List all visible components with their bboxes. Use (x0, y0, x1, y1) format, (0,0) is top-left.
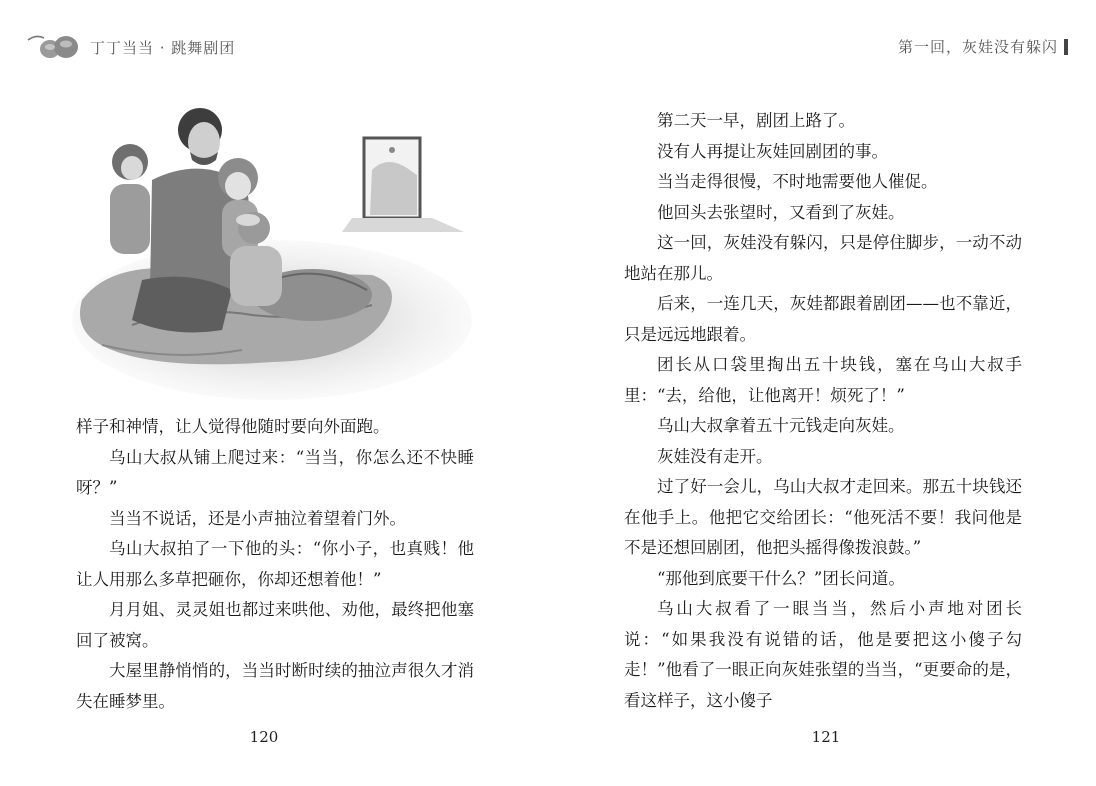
paragraph: 灰娃没有走开。 (657, 446, 773, 466)
right-page (548, 0, 1096, 786)
paragraph: 大屋里静悄悄的，当当时断时续的抽泣声很久才消失在睡梦里。 (76, 661, 474, 711)
paragraph: 第二天一早，剧团上路了。 (657, 111, 855, 130)
paragraph: “那他到底要干什么？”团长问道。 (657, 568, 905, 588)
illustration-family-on-bed (72, 100, 492, 406)
paragraph: 样子和神情，让人觉得他随时要向外面跑。 (76, 417, 390, 436)
paragraph: 乌山大叔拿着五十元钱走向灰娃。 (657, 416, 905, 435)
paragraph: 他回头去张望时，又看到了灰娃。 (657, 202, 905, 222)
paragraph: 这一回，灰娃没有躲闪，只是停住脚步，一动不动地站在那儿。 (624, 233, 1022, 283)
paragraph: 当当走得很慢，不时地需要他人催促。 (657, 172, 938, 191)
book-series-title: 丁丁当当 · 跳舞剧团 (90, 38, 236, 57)
paragraph: 乌山大叔看了一眼当当，然后小声地对团长说：“如果我没有说错的话，他是要把这小傻子勾走！”他看了一眼正向灰娃张望的当当，“更要命的是，看这样子，这小傻子 (624, 599, 1022, 710)
page-number-right: 121 (811, 728, 841, 746)
paragraph: 后来，一连几天，灰娃都跟着剧团——也不靠近，只是远远地跟着。 (624, 294, 1022, 344)
left-page-body (76, 412, 474, 717)
paragraph: 乌山大叔拍了一下他的头：“你小子，也真贱！他让人用那么多草把砸你，你却还想着他！” (76, 539, 474, 589)
paragraph: 团长从口袋里掏出五十块钱，塞在乌山大叔手里：“去，给他，让他离开！烦死了！” (624, 355, 1022, 405)
paragraph: 没有人再提让灰娃回剧团的事。 (657, 141, 888, 161)
paragraph: 当当不说话，还是小声抽泣着望着门外。 (109, 508, 406, 528)
right-page-body (624, 106, 1022, 716)
paragraph: 过了好一会儿，乌山大叔才走回来。那五十块钱还在他手上。他把它交给团长：“他死活不要！我问他是不是还想回剧团，他把头摇得像拨浪鼓。” (624, 477, 1022, 557)
paragraph: 月月姐、灵灵姐也都过来哄他、劝他，最终把他塞回了被窝。 (76, 600, 474, 650)
page-number-left: 120 (249, 728, 279, 746)
chapter-title: 第一回，灰娃没有躲闪 (897, 38, 1058, 56)
paragraph: 乌山大叔从铺上爬过来：“当当，你怎么还不快睡呀？” (76, 447, 474, 497)
